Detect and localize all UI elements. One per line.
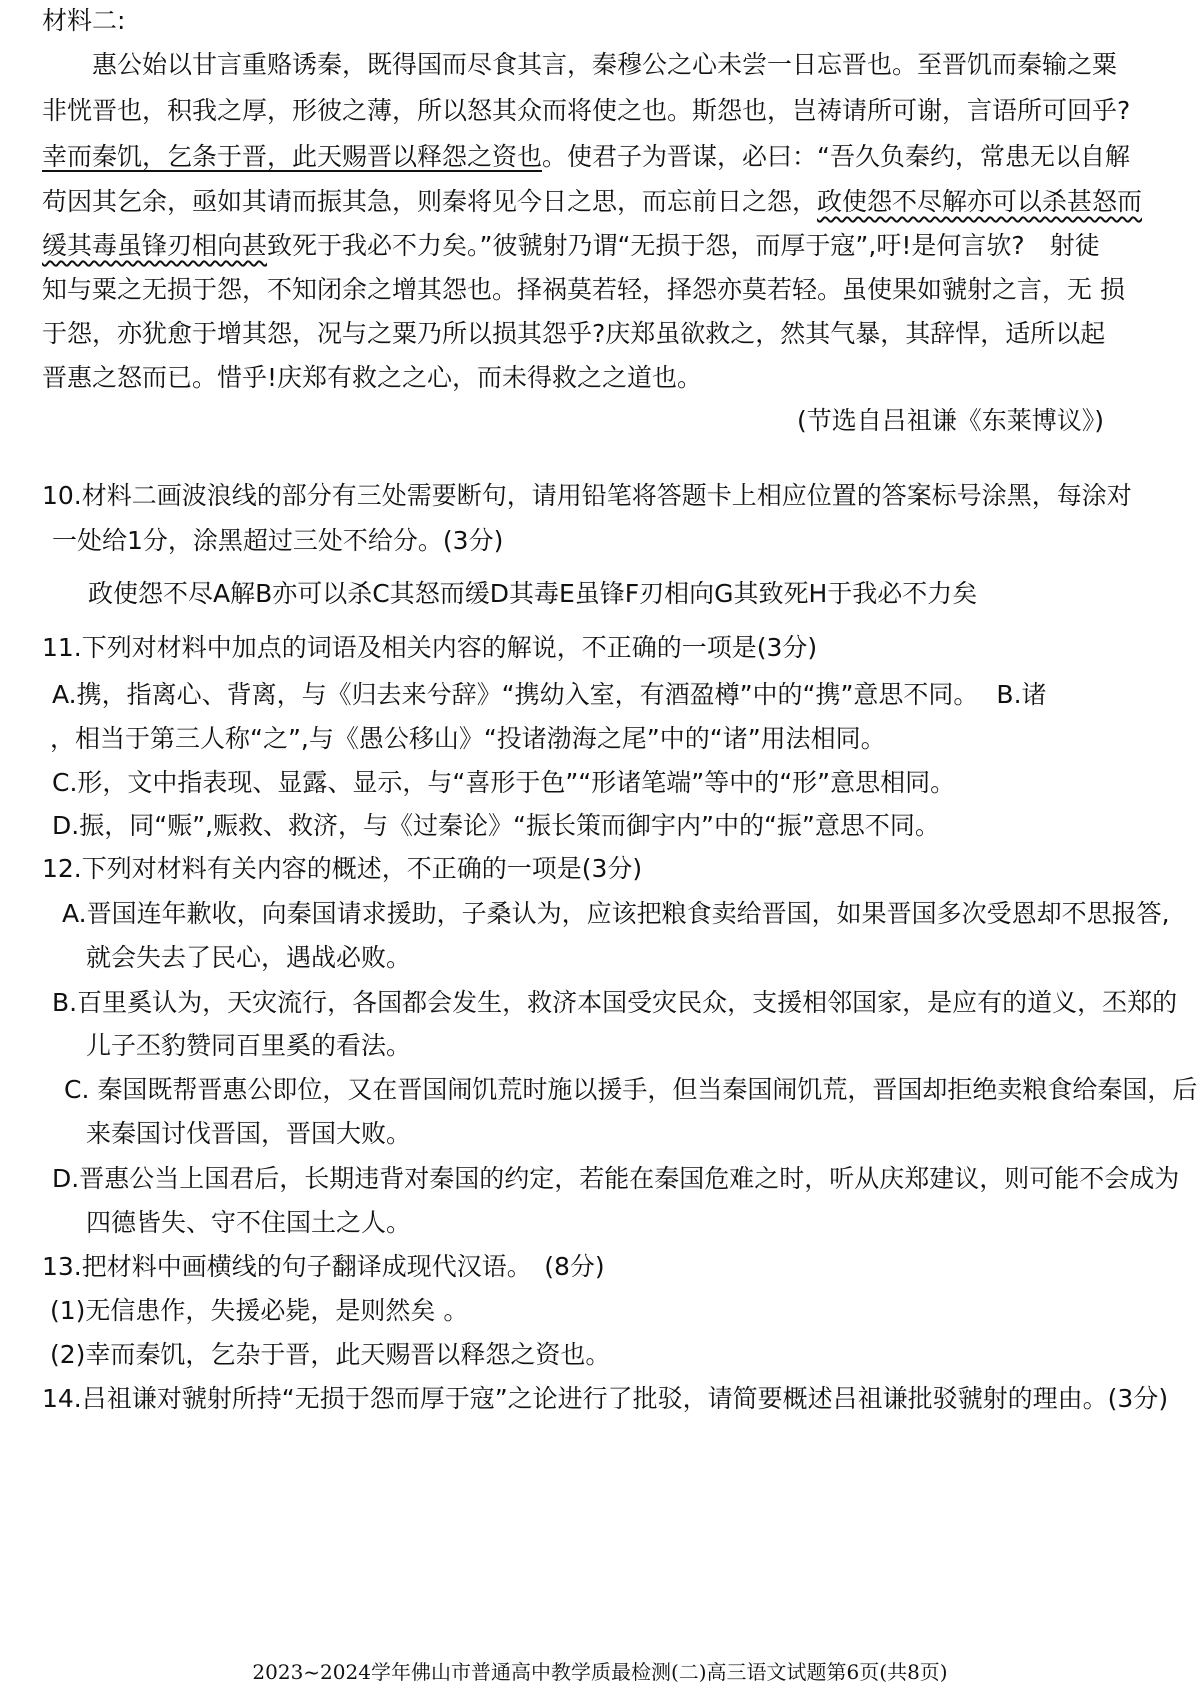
option-a-cont: 就会失去了民心，遇战必败。: [86, 943, 412, 972]
option-b-start: B.诸: [996, 680, 1047, 709]
passage-line: 非恍晋也，积我之厚，形彼之薄，所以怒其众而将使之也。斯怨也，岂祷请所可谢，言语所可回乎?: [42, 96, 1131, 125]
option-b-cont: 儿子丕豹赞同百里奚的看法。: [86, 1031, 412, 1060]
wavy-underlined-text: 缓其毒虽锋刃相向甚: [42, 231, 268, 260]
question-13-stem: 13.把材料中画横线的句子翻译成现代汉语。 (8分): [42, 1252, 605, 1281]
option-d: D.振，同“赈”,赈救、救济，与《过秦论》“振长策而御宇内”中的“振”意思不同。: [52, 811, 940, 840]
question-14-stem: 14.吕祖谦对虢射所持“无损于怨而厚于寇”之论进行了批驳，请简要概述吕祖谦批驳虢射的理由。(3分): [42, 1384, 1169, 1413]
question-11-stem: 11.下列对材料中加点的词语及相关内容的解说，不正确的一项是(3分): [42, 633, 818, 662]
option-c-cont: 来秦国讨伐晋国，晋国大败。: [86, 1119, 412, 1148]
question-10-sentence: 政使怨不尽A解B亦可以杀C其怒而缓D其毒E虽锋F刃相向G其致死H于我必不力矣: [88, 579, 978, 608]
source-citation: (节选自吕祖谦《东莱博议》): [796, 406, 1104, 435]
question-10-stem: 10.材料二画波浪线的部分有三处需要断句，请用铅笔将答题卡上相应位置的答案标号涂黑，每涂对: [42, 481, 1132, 510]
option-b: B.百里奚认为，天灾流行，各国都会发生，救济本国受灾民众，支援相邻国家，是应有的道义，丕郑的: [52, 988, 1178, 1017]
option-b: ，相当于第三人称“之”,与《愚公移山》“投诸渤海之尾”中的“诸”用法相同。: [50, 724, 886, 753]
passage-text: 苟因其乞余，亟如其请而振其急，则秦将见今日之思，而忘前日之怨，: [42, 187, 818, 216]
passage-line: 晋惠之怒而已。惜乎!庆郑有救之之心，而未得救之之道也。: [42, 363, 703, 392]
material-heading: 材料二:: [42, 6, 126, 35]
translation-sentence-2: (2)幸而秦饥，乞杂于晋，此天赐晋以释怨之资也。: [50, 1340, 611, 1369]
passage-line: [42, 140, 1130, 174]
page-footer: 2023~2024学年佛山市普通高中教学质最检测(二)高三语文试题第6页(共8页): [252, 1660, 948, 1684]
passage-line: [42, 185, 1142, 219]
option-c: C. 秦国既帮晋惠公即位，又在晋国闹饥荒时施以援手，但当秦国闹饥荒，晋国却拒绝卖粮食给秦国，后: [64, 1075, 1198, 1104]
passage-line: 于怨，亦犹愈于增其怨，况与之粟乃所以损其怨乎?庆郑虽欲救之，然其气暴，其辞悍，适所以起: [42, 319, 1106, 348]
wavy-underlined-text: 政使怨不尽解亦可以杀甚怒而: [817, 187, 1143, 216]
option-d: D.晋惠公当上国君后，长期违背对秦国的约定，若能在秦国危难之时，听从庆郑建议，则可能不会成为: [52, 1164, 1180, 1193]
passage-line: [42, 229, 1100, 263]
passage-line: 惠公始以甘言重赂诱秦，既得国而尽食其言，秦穆公之心未尝一日忘晋也。至晋饥而秦输之粟: [92, 50, 1118, 79]
option-d-cont: 四德皆失、守不住国土之人。: [86, 1208, 412, 1237]
underlined-sentence: 幸而秦饥，乞条于晋，此天赐晋以释怨之资也: [42, 142, 543, 171]
passage-line: 知与粟之无损于怨，不知闭余之增其怨也。择祸莫若轻，择怨亦莫若轻。虽使果如虢射之言，无 损: [42, 275, 1125, 304]
option-a: A.携，指离心、背离，与《归去来兮辞》“携幼入室，有酒盈樽”中的“携”意思不同。: [52, 680, 979, 709]
option-a: A.晋国连年歉收，向秦国请求援助，子桑认为，应该把粮食卖给晋国，如果晋国多次受恩却不思报答,: [62, 899, 1170, 928]
question-12-stem: 12.下列对材料有关内容的概述，不正确的一项是(3分): [42, 854, 643, 883]
passage-text: 致死于我必不力矣。”彼虢射乃谓“无损于怨，而厚于寇”,吁!是何言欤? 射徒: [267, 231, 1100, 260]
option-c: C.形，文中指表现、显露、显示，与“喜形于色”“形诸笔端”等中的“形”意思相同。: [52, 768, 956, 797]
translation-sentence-1: (1)无信患作，失援必毙，是则然矣 。: [50, 1296, 469, 1325]
question-11-options: [52, 678, 1047, 712]
question-10-stem-cont: 一处给1分，涂黑超过三处不给分。(3分): [52, 526, 504, 555]
passage-text: 。使君子为晋谋，必曰：“吾久负秦约，常患无以自解: [542, 142, 1130, 171]
